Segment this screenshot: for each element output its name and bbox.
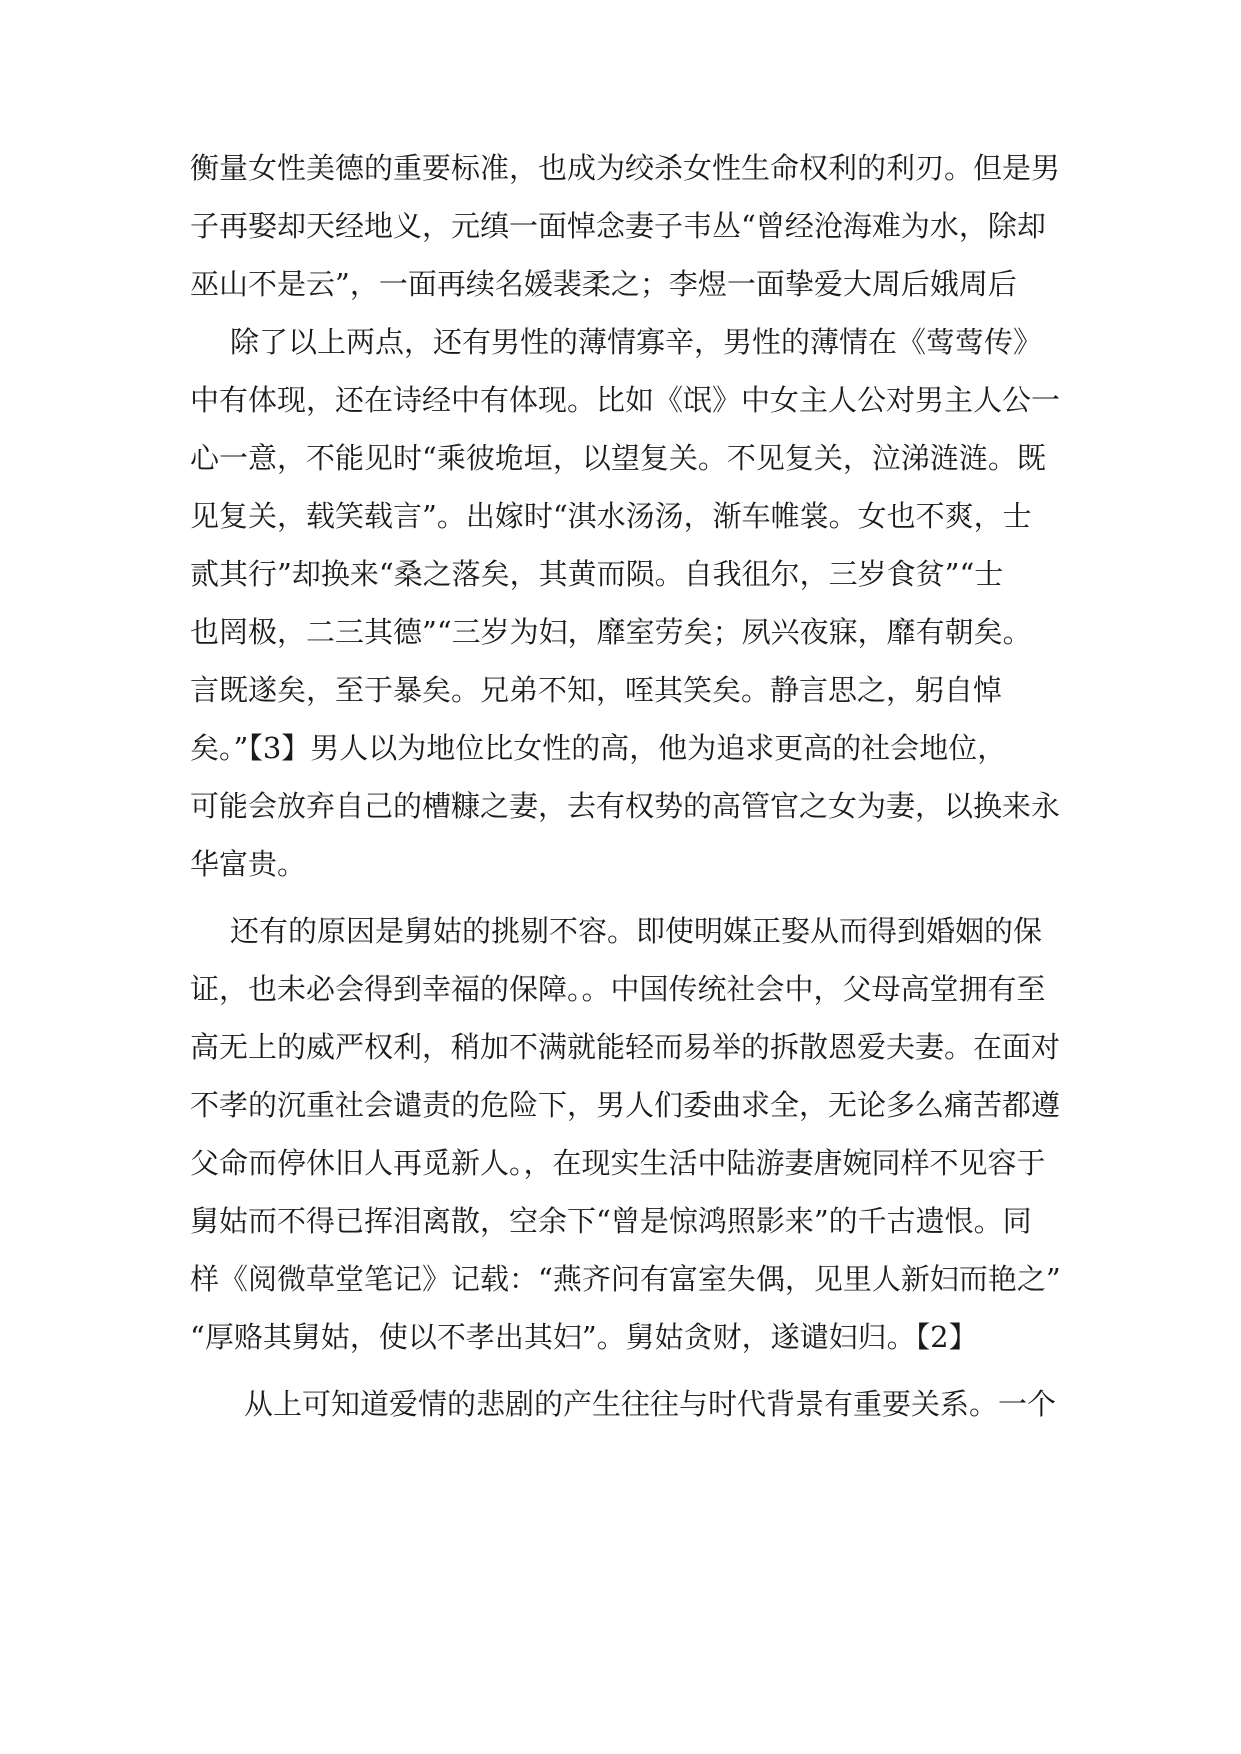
text-line: 矣。”【3】男人以为地位比女性的高，他为追求更高的社会地位，: [190, 731, 1007, 765]
text-line: 可能会放弃自己的槽糠之妻，去有权势的高管官之女为妻，以换来永: [190, 789, 1061, 823]
text-line: 见复关，载笑载言”。出嫁时“淇水汤汤，渐车帷裳。女也不爽，士: [190, 499, 1032, 533]
text-line: “厚赂其舅姑，使以不孝出其妇”。舅姑贪财，遂谴妇归。【2】: [190, 1320, 978, 1354]
paragraph-first-line: 还有的原因是舅姑的挑剔不容。即使明媒正娶从而得到婚姻的保: [230, 914, 1043, 948]
paragraph-first-line: 从上可知道爱情的悲剧的产生往往与时代背景有重要关系。一个: [244, 1387, 1057, 1421]
text-line: 言既遂矣，至于暴矣。兄弟不知，咥其笑矣。静言思之，躬自悼: [190, 673, 1003, 707]
text-line: 巫山不是云”，一面再续名媛裴柔之；李煜一面挚爱大周后娥周后: [190, 267, 1017, 301]
text-line: 衡量女性美德的重要标准，也成为绞杀女性生命权利的利刃。但是男: [190, 151, 1061, 185]
text-line: 证，也未必会得到幸福的保障。。中国传统社会中，父母高堂拥有至: [190, 972, 1046, 1006]
text-line: 心一意，不能见时“乘彼垝垣，以望复关。不见复关，泣涕涟涟。既: [190, 441, 1046, 475]
text-line: 父命而停休旧人再觅新人。，在现实生活中陆游妻唐婉同样不见容于: [190, 1146, 1046, 1180]
text-line: 也罔极，二三其德”“三岁为妇，靡室劳矣；夙兴夜寐，靡有朝矣。: [190, 615, 1032, 649]
text-line: 子再娶却天经地义，元缜一面悼念妻子韦丛“曾经沧海难为水，除却: [190, 209, 1046, 243]
text-line: 贰其行”却换来“桑之落矣，其黄而陨。自我徂尔，三岁食贫”“士: [190, 557, 1004, 591]
text-line: 舅姑而不得已挥泪离散，空余下“曾是惊鸿照影来”的千古遗恨。同: [190, 1204, 1032, 1238]
paragraph-first-line: 除了以上两点，还有男性的薄情寡辛，男性的薄情在《莺莺传》: [230, 325, 1043, 359]
text-line: 不孝的沉重社会谴责的危险下，男人们委曲求全，无论多么痛苦都遵: [190, 1088, 1061, 1122]
text-line: 样《阅微草堂笔记》记载：“燕齐问有富室失偶，见里人新妇而艳之”: [190, 1262, 1061, 1296]
text-line: 华富贵。: [190, 847, 307, 881]
text-line: 高无上的威严权利，稍加不满就能轻而易举的拆散恩爱夫妻。在面对: [190, 1030, 1061, 1064]
text-line: 中有体现，还在诗经中有体现。比如《氓》中女主人公对男主人公一: [190, 383, 1061, 417]
